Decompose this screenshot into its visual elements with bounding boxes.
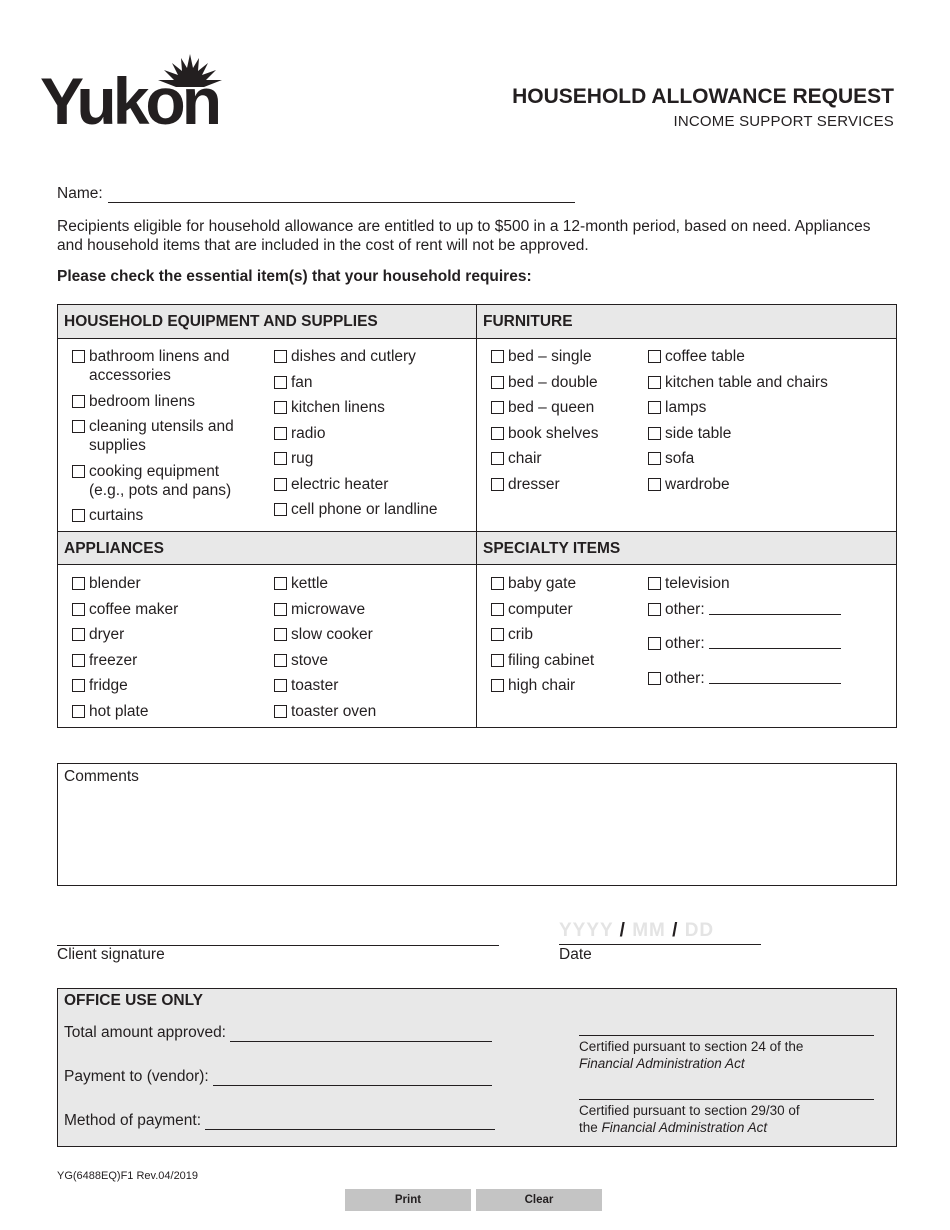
checkbox-item[interactable] bbox=[72, 600, 178, 619]
checkbox-item[interactable] bbox=[491, 475, 598, 494]
checkbox[interactable] bbox=[274, 478, 287, 491]
checkbox-label: stove bbox=[291, 651, 329, 669]
other-label: other: bbox=[665, 600, 705, 618]
name-row bbox=[57, 185, 575, 203]
appliances-col2 bbox=[274, 574, 376, 727]
cert2-the: the bbox=[579, 1120, 598, 1135]
checkbox-label: lamps bbox=[665, 399, 707, 416]
comments-label: Comments bbox=[64, 768, 139, 785]
specialty-heading: SPECIALTY ITEMS bbox=[477, 531, 896, 565]
office-title: OFFICE USE ONLY bbox=[64, 992, 203, 1009]
checkbox-label: hot plate bbox=[89, 702, 149, 720]
equipment-heading: HOUSEHOLD EQUIPMENT AND SUPPLIES bbox=[58, 305, 476, 339]
specialty-col2-list bbox=[648, 574, 841, 593]
name-input[interactable] bbox=[108, 187, 575, 203]
cert1-act: Financial Administration Act bbox=[579, 1056, 745, 1071]
checkbox-item[interactable] bbox=[648, 475, 828, 494]
other-items bbox=[648, 600, 841, 688]
clear-button[interactable]: Clear bbox=[476, 1189, 602, 1211]
payment-input[interactable] bbox=[213, 1071, 492, 1086]
checkbox-label: book shelves bbox=[508, 424, 599, 442]
checkbox-label: coffee maker bbox=[89, 600, 179, 618]
checkbox-label: bed – double bbox=[508, 373, 598, 391]
checkbox-item[interactable] bbox=[648, 574, 841, 593]
checkbox-label: fridge bbox=[89, 677, 128, 694]
furniture-col2 bbox=[648, 347, 828, 500]
checkbox[interactable] bbox=[648, 603, 661, 616]
checkbox-label: kitchen table and chairs bbox=[665, 373, 828, 391]
checkbox-label: bedroom linens bbox=[89, 392, 195, 410]
checkbox[interactable] bbox=[72, 705, 85, 718]
checkbox[interactable] bbox=[648, 577, 661, 590]
checkbox-label: television bbox=[665, 575, 730, 592]
checkbox[interactable] bbox=[491, 577, 504, 590]
comments-box[interactable] bbox=[57, 763, 897, 886]
checkbox-item[interactable] bbox=[274, 449, 438, 468]
checkbox[interactable] bbox=[274, 350, 287, 363]
checkbox[interactable] bbox=[274, 705, 287, 718]
checkbox[interactable] bbox=[72, 679, 85, 692]
checkbox-label: coffee table bbox=[665, 348, 745, 365]
checkbox-item[interactable] bbox=[72, 625, 178, 644]
checkbox[interactable] bbox=[491, 427, 504, 440]
items-grid bbox=[57, 304, 897, 728]
checkbox-label: slow cooker bbox=[291, 626, 373, 643]
checkbox[interactable] bbox=[491, 452, 504, 465]
checkbox[interactable] bbox=[72, 465, 85, 478]
checkbox[interactable] bbox=[274, 679, 287, 692]
checkbox[interactable] bbox=[274, 401, 287, 414]
checkbox-label: electric heater bbox=[291, 475, 389, 493]
checkbox[interactable] bbox=[648, 672, 661, 685]
checkbox-item[interactable] bbox=[648, 347, 828, 366]
checkbox-item[interactable] bbox=[274, 398, 438, 417]
office-use-section bbox=[57, 988, 897, 1147]
checkbox-item[interactable] bbox=[491, 398, 598, 417]
total-label: Total amount approved: bbox=[64, 1024, 226, 1041]
other-item bbox=[648, 600, 841, 619]
checkbox[interactable] bbox=[648, 478, 661, 491]
checkbox-label: cell phone or landline bbox=[291, 501, 438, 518]
checkbox[interactable] bbox=[274, 603, 287, 616]
print-button[interactable]: Print bbox=[345, 1189, 471, 1211]
checkbox[interactable] bbox=[72, 420, 85, 433]
checkbox[interactable] bbox=[274, 427, 287, 440]
other-input[interactable] bbox=[709, 600, 841, 615]
checkbox-item[interactable] bbox=[72, 506, 234, 525]
checkbox-label: filing cabinet bbox=[508, 651, 595, 669]
checkbox[interactable] bbox=[648, 350, 661, 363]
checkbox-label: computer bbox=[508, 600, 573, 618]
furniture-heading: FURNITURE bbox=[477, 305, 896, 339]
checkbox[interactable] bbox=[274, 503, 287, 516]
other-input[interactable] bbox=[709, 634, 841, 649]
checkbox[interactable] bbox=[491, 478, 504, 491]
checkbox-label: crib bbox=[508, 626, 533, 643]
checkbox-item[interactable] bbox=[491, 449, 598, 468]
date-label: Date bbox=[559, 946, 592, 963]
checkbox-label: wardrobe bbox=[665, 475, 730, 493]
checkbox-label: radio bbox=[291, 424, 326, 442]
instruction-text: Please check the essential item(s) that your household requires: bbox=[57, 268, 532, 285]
checkbox-item[interactable] bbox=[491, 600, 594, 619]
checkbox-item[interactable] bbox=[274, 676, 376, 695]
other-input[interactable] bbox=[709, 669, 841, 684]
checkbox[interactable] bbox=[491, 654, 504, 667]
checkbox-item[interactable] bbox=[274, 347, 438, 366]
checkbox-item[interactable] bbox=[274, 424, 438, 443]
checkbox-label: side table bbox=[665, 424, 732, 442]
other-label: other: bbox=[665, 635, 705, 652]
cert1-prefix: Certified pursuant to section 24 of the bbox=[579, 1039, 804, 1054]
checkbox-label: dresser bbox=[508, 475, 560, 493]
checkbox[interactable] bbox=[72, 603, 85, 616]
checkbox-item[interactable] bbox=[648, 449, 828, 468]
other-item bbox=[648, 634, 841, 653]
checkbox-label: high chair bbox=[508, 677, 576, 694]
other-label: other: bbox=[665, 669, 705, 687]
checkbox-label: microwave bbox=[291, 600, 366, 618]
checkbox[interactable] bbox=[274, 452, 287, 465]
checkbox-label: baby gate bbox=[508, 575, 577, 592]
checkbox[interactable] bbox=[648, 637, 661, 650]
checkbox-item[interactable] bbox=[72, 702, 178, 721]
checkbox-label: blender bbox=[89, 575, 141, 592]
checkbox[interactable] bbox=[491, 401, 504, 414]
appliances-col1 bbox=[72, 574, 178, 727]
checkbox-item[interactable] bbox=[648, 398, 828, 417]
form-title: HOUSEHOLD ALLOWANCE REQUEST bbox=[512, 85, 894, 108]
date-separator: / bbox=[619, 920, 626, 941]
date-day-placeholder: DD bbox=[684, 920, 715, 941]
checkbox-label: bathroom linens and accessories bbox=[89, 348, 230, 384]
checkbox-item[interactable] bbox=[274, 574, 376, 593]
checkbox[interactable] bbox=[72, 350, 85, 363]
yukon-logo bbox=[40, 52, 235, 138]
date-input[interactable] bbox=[559, 920, 761, 945]
furniture-col1 bbox=[491, 347, 598, 500]
grid-divider-vertical bbox=[476, 305, 477, 727]
form-code: YG(6488EQ)F1 Rev.04/2019 bbox=[57, 1170, 199, 1182]
checkbox[interactable] bbox=[491, 376, 504, 389]
name-label: Name: bbox=[57, 185, 103, 202]
specialty-col1 bbox=[491, 574, 594, 702]
checkbox[interactable] bbox=[491, 628, 504, 641]
checkbox[interactable] bbox=[648, 376, 661, 389]
checkbox[interactable] bbox=[648, 452, 661, 465]
method-row bbox=[64, 1112, 495, 1130]
checkbox-item[interactable] bbox=[648, 373, 828, 392]
payment-row bbox=[64, 1068, 492, 1086]
checkbox-item[interactable] bbox=[491, 373, 598, 392]
checkbox-label: dryer bbox=[89, 626, 125, 643]
payment-label: Payment to (vendor): bbox=[64, 1068, 209, 1085]
checkbox-item[interactable] bbox=[274, 625, 376, 644]
total-row bbox=[64, 1024, 492, 1042]
checkbox-item[interactable] bbox=[491, 574, 594, 593]
checkbox-label: cooking equipment (e.g., pots and pans) bbox=[89, 462, 232, 499]
checkbox[interactable] bbox=[648, 427, 661, 440]
checkbox-label: fan bbox=[291, 373, 313, 391]
checkbox-label: bed – queen bbox=[508, 399, 595, 416]
checkbox-item[interactable] bbox=[274, 600, 376, 619]
checkbox-item[interactable] bbox=[72, 462, 234, 500]
checkbox-item[interactable] bbox=[491, 676, 594, 695]
cert2-text bbox=[579, 1102, 879, 1136]
date-year-placeholder: YYYY bbox=[559, 920, 614, 941]
checkbox-item[interactable] bbox=[72, 347, 234, 385]
intro-text: Recipients eligible for household allowance are entitled to up to $500 in a 12-month period, based on need. Appliances and household items that are included in the cost of rent will not be approved. bbox=[57, 218, 871, 254]
checkbox[interactable] bbox=[491, 679, 504, 692]
checkbox-item[interactable] bbox=[72, 417, 234, 455]
checkbox-label: sofa bbox=[665, 450, 695, 467]
checkbox-item[interactable] bbox=[491, 625, 594, 644]
method-label: Method of payment: bbox=[64, 1112, 201, 1129]
checkbox[interactable] bbox=[274, 654, 287, 667]
checkbox-label: toaster oven bbox=[291, 702, 377, 720]
checkbox-item[interactable] bbox=[72, 574, 178, 593]
checkbox-label: dishes and cutlery bbox=[291, 348, 416, 365]
signature-label: Client signature bbox=[57, 946, 165, 963]
checkbox[interactable] bbox=[72, 654, 85, 667]
method-input[interactable] bbox=[205, 1115, 495, 1130]
checkbox[interactable] bbox=[72, 628, 85, 641]
form-subtitle: INCOME SUPPORT SERVICES bbox=[673, 113, 894, 130]
checkbox-item[interactable] bbox=[648, 424, 828, 443]
checkbox-label: kettle bbox=[291, 575, 329, 592]
checkbox[interactable] bbox=[274, 577, 287, 590]
checkbox[interactable] bbox=[491, 603, 504, 616]
checkbox-label: rug bbox=[291, 450, 314, 467]
other-item bbox=[648, 669, 841, 688]
checkbox-item[interactable] bbox=[274, 651, 376, 670]
checkbox-item[interactable] bbox=[274, 702, 376, 721]
checkbox[interactable] bbox=[72, 395, 85, 408]
checkbox-item[interactable] bbox=[274, 373, 438, 392]
checkbox-label: chair bbox=[508, 450, 542, 467]
checkbox-item[interactable] bbox=[274, 475, 438, 494]
checkbox-label: bed – single bbox=[508, 348, 592, 365]
total-input[interactable] bbox=[230, 1027, 492, 1042]
checkbox[interactable] bbox=[274, 628, 287, 641]
equipment-col2 bbox=[274, 347, 438, 526]
date-separator: / bbox=[672, 920, 679, 941]
checkbox-item[interactable] bbox=[274, 500, 438, 519]
checkbox[interactable] bbox=[491, 350, 504, 363]
checkbox-item[interactable] bbox=[491, 347, 598, 366]
equipment-col1 bbox=[72, 347, 234, 532]
cert2-signature-input[interactable] bbox=[579, 1099, 874, 1100]
cert2-prefix: Certified pursuant to section 29/30 of bbox=[579, 1103, 800, 1118]
checkbox[interactable] bbox=[274, 376, 287, 389]
checkbox-label: kitchen linens bbox=[291, 399, 385, 416]
checkbox-label: curtains bbox=[89, 507, 144, 524]
checkbox-item[interactable] bbox=[72, 651, 178, 670]
cert2-act: Financial Administration Act bbox=[601, 1120, 768, 1135]
checkbox-label: cleaning utensils and supplies bbox=[89, 418, 234, 454]
appliances-heading: APPLIANCES bbox=[58, 531, 476, 565]
checkbox-label: freezer bbox=[89, 651, 138, 669]
cert1-signature-input[interactable] bbox=[579, 1035, 874, 1036]
cert1-text bbox=[579, 1038, 879, 1072]
checkbox-label: toaster bbox=[291, 677, 339, 694]
checkbox-item[interactable] bbox=[72, 392, 234, 411]
checkbox-item[interactable] bbox=[491, 651, 594, 670]
checkbox[interactable] bbox=[72, 509, 85, 522]
logo-wordmark: Yukon bbox=[40, 64, 219, 138]
checkbox-item[interactable] bbox=[72, 676, 178, 695]
specialty-col2 bbox=[648, 574, 841, 703]
date-month-placeholder: MM bbox=[632, 920, 666, 941]
checkbox[interactable] bbox=[72, 577, 85, 590]
checkbox-item[interactable] bbox=[491, 424, 598, 443]
checkbox[interactable] bbox=[648, 401, 661, 414]
